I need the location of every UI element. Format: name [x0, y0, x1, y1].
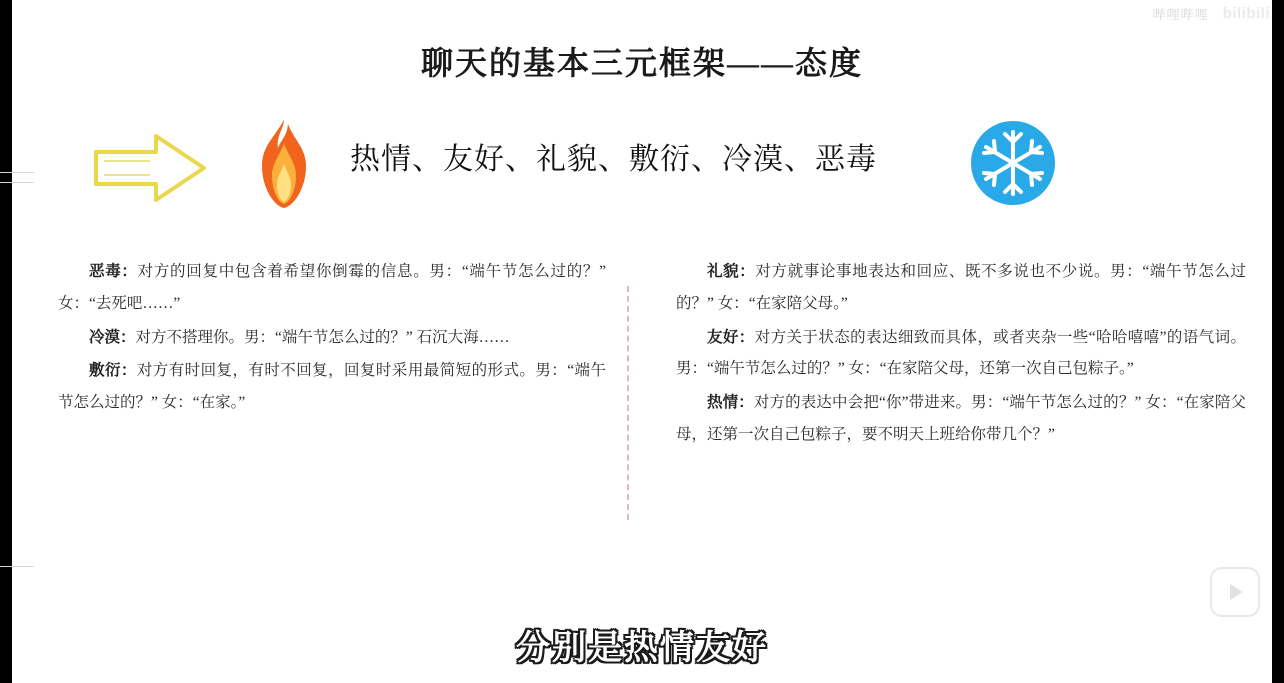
- definition-item: [676, 387, 1246, 451]
- flame-icon: [248, 118, 320, 210]
- definition-term: 友好：: [707, 328, 755, 346]
- page-title: 聊天的基本三元框架——态度: [420, 45, 863, 81]
- snowflake-icon: [970, 120, 1056, 206]
- definition-text: 对方就事论事地表达和回应、既不多说也不少说。男：“端午节怎么过的？” 女：“在家陪父母。”: [676, 263, 1246, 312]
- attitude-scale-text: 热情、友好、礼貌、敷衍、冷漠、恶毒: [350, 143, 877, 176]
- definition-text: 对方关于状态的表达细致而具体，或者夹杂一些“哈哈嘻嘻”的语气词。男：“端午节怎么过的？” 女：“在家陪父母，还第一次自己包粽子。”: [676, 328, 1246, 378]
- edge-artifact-line: [0, 172, 34, 173]
- definition-item: [58, 355, 606, 419]
- right-arrow-icon: [90, 130, 210, 206]
- subtitle-caption: 分别是热情友好: [516, 629, 768, 667]
- definition-item: [676, 256, 1246, 320]
- definition-term: 冷漠：: [89, 328, 136, 346]
- attitude-scale-row: [80, 112, 1204, 216]
- definition-text: 对方有时回复，有时不回复，回复时采用最简短的形式。男：“端午节怎么过的？” 女：“在家。”: [58, 362, 606, 412]
- definitions-column-left: [58, 256, 606, 421]
- definition-text: 对方的回复中包含着希望你倒霉的信息。男：“端午节怎么过的？” 女：“去死吧……”: [58, 263, 606, 312]
- edge-artifact-line: [0, 566, 34, 567]
- definition-term: 热情：: [707, 394, 754, 412]
- play-icon: [1230, 584, 1243, 600]
- definition-term: 恶毒：: [89, 263, 138, 280]
- watermark: [1050, 0, 1270, 26]
- definition-text: 对方的表达中会把“你”带进来。男：“端午节怎么过的？” 女：“在家陪父母，还第一次自己包粽子，要不明天上班给你带几个？”: [676, 394, 1246, 443]
- definition-item: [58, 256, 606, 320]
- definition-item: [676, 322, 1246, 386]
- play-button-overlay[interactable]: [1210, 567, 1260, 617]
- definition-term: 礼貌：: [707, 263, 756, 280]
- definitions-body: [0, 256, 1284, 556]
- definitions-column-right: [676, 256, 1246, 453]
- edge-artifact-line: [0, 182, 34, 183]
- definition-term: 敷衍：: [89, 362, 137, 380]
- bilibili-logo-icon: bilibili: [1222, 4, 1270, 22]
- definition-item: [58, 322, 606, 354]
- definition-text: 对方不搭理你。男：“端午节怎么过的？” 石沉大海……: [135, 328, 510, 346]
- watermark-text: 哔哩哔哩: [1149, 3, 1213, 24]
